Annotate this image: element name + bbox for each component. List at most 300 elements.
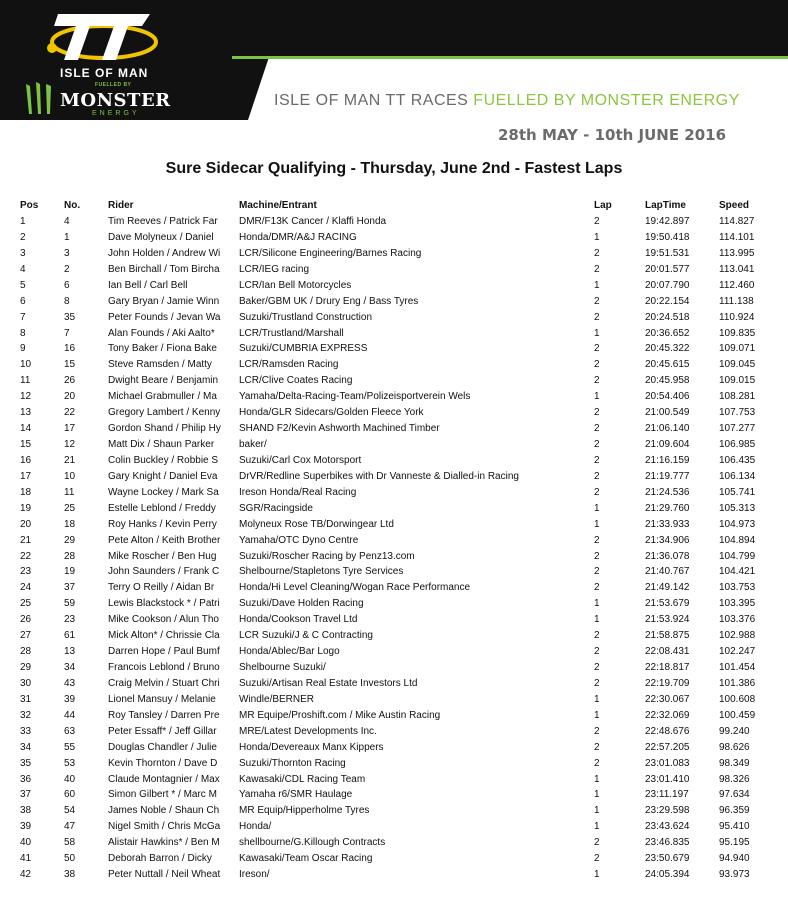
cell-speed: 111.138: [719, 295, 754, 307]
cell-pos: 7: [20, 311, 26, 323]
cell-rider: Gregory Lambert / Kenny: [108, 407, 221, 419]
cell-speed: 109.835: [719, 327, 756, 339]
cell-lap: 1: [594, 518, 600, 530]
table-row: [0, 694, 788, 710]
cell-speed: 101.386: [719, 677, 756, 689]
cell-no: 54: [64, 805, 76, 817]
cell-pos: 14: [20, 423, 32, 435]
cell-pos: 4: [20, 263, 26, 275]
cell-lap: 1: [594, 391, 600, 403]
cell-machine: Suzuki/Dave Holden Racing: [239, 598, 364, 610]
cell-machine: Suzuki/CUMBRIA EXPRESS: [239, 343, 368, 355]
cell-pos: 37: [20, 789, 32, 801]
cell-machine: Honda/: [239, 821, 272, 833]
cell-lap: 1: [594, 231, 600, 243]
cell-pos: 18: [20, 486, 32, 498]
cell-speed: 108.281: [719, 391, 756, 403]
cell-rider: Pete Alton / Keith Brother: [108, 534, 221, 546]
cell-speed: 94.940: [719, 853, 750, 865]
event-title-part-2: FUELLED BY MONSTER ENERGY: [473, 92, 740, 109]
table-row: [0, 519, 788, 535]
cell-speed: 109.071: [719, 343, 756, 355]
cell-machine: Suzuki/Trustland Construction: [239, 311, 373, 323]
table-row: [0, 837, 788, 853]
cell-rider: Ben Birchall / Tom Bircha: [108, 263, 220, 275]
cell-lap: 2: [594, 550, 600, 562]
cell-speed: 100.608: [719, 693, 756, 705]
cell-lap: 2: [594, 630, 600, 642]
cell-pos: 27: [20, 630, 32, 642]
cell-time: 21:33.933: [645, 518, 690, 530]
cell-lap: 1: [594, 869, 600, 881]
cell-no: 18: [64, 518, 76, 530]
cell-speed: 109.045: [719, 359, 756, 371]
cell-rider: Steve Ramsden / Matty: [108, 359, 212, 371]
cell-rider: Alistair Hawkins* / Ben M: [108, 837, 220, 849]
cell-time: 20:07.790: [645, 279, 690, 291]
cell-speed: 110.924: [719, 311, 755, 323]
cell-speed: 103.753: [719, 582, 756, 594]
cell-machine: Honda/Ablec/Bar Logo: [239, 646, 340, 658]
cell-no: 19: [64, 566, 76, 578]
cell-no: 37: [64, 582, 76, 594]
cell-rider: Gary Bryan / Jamie Winn: [108, 295, 220, 307]
table-row: [0, 566, 788, 582]
table-row: [0, 614, 788, 630]
cell-machine: Ireson/: [239, 869, 270, 881]
cell-rider: Roy Hanks / Kevin Perry: [108, 518, 217, 530]
cell-rider: Tony Baker / Fiona Bake: [108, 343, 217, 355]
cell-lap: 1: [594, 789, 600, 801]
cell-machine: baker/: [239, 439, 267, 451]
cell-speed: 113.995: [719, 247, 755, 259]
cell-pos: 41: [20, 853, 32, 865]
cell-rider: John Saunders / Frank C: [108, 566, 220, 578]
cell-time: 21:53.679: [645, 598, 690, 610]
cell-no: 23: [64, 614, 76, 626]
cell-no: 26: [64, 375, 76, 387]
cell-pos: 10: [20, 359, 32, 371]
cell-machine: DMR/F13K Cancer / Klaffi Honda: [239, 216, 387, 227]
cell-speed: 105.741: [719, 486, 756, 498]
cell-speed: 114.827: [719, 216, 755, 227]
table-row: [0, 487, 788, 503]
cell-time: 22:19.709: [645, 677, 690, 689]
cell-machine: LCR/Trustland/Marshall: [239, 327, 344, 339]
cell-speed: 98.349: [719, 757, 750, 769]
cell-speed: 106.435: [719, 454, 756, 466]
cell-rider: Mick Alton* / Chrissie Cla: [108, 630, 220, 642]
cell-lap: 2: [594, 343, 600, 355]
cell-machine: Ireson Honda/Real Racing: [239, 486, 357, 498]
cell-time: 21:29.760: [645, 502, 690, 514]
cell-pos: 35: [20, 757, 32, 769]
cell-pos: 25: [20, 598, 32, 610]
cell-time: 22:48.676: [645, 725, 690, 737]
table-row: [0, 312, 788, 328]
cell-pos: 31: [20, 693, 32, 705]
cell-lap: 2: [594, 486, 600, 498]
monster-logo-text: MONSTER: [60, 90, 171, 111]
cell-pos: 23: [20, 566, 32, 578]
table-row: [0, 296, 788, 312]
cell-rider: Peter Founds / Jevan Wa: [108, 311, 221, 323]
cell-machine: Suzuki/Carl Cox Motorsport: [239, 454, 362, 466]
cell-lap: 1: [594, 693, 600, 705]
cell-machine: Shelbourne Suzuki/: [239, 662, 326, 674]
cell-rider: Craig Melvin / Stuart Chri: [108, 677, 220, 689]
cell-lap: 2: [594, 247, 600, 259]
cell-speed: 107.753: [719, 407, 756, 419]
cell-time: 19:42.897: [645, 216, 690, 227]
cell-rider: James Noble / Shaun Ch: [108, 805, 220, 817]
cell-time: 23:29.598: [645, 805, 690, 817]
table-row: [0, 869, 788, 885]
cell-speed: 102.247: [719, 646, 756, 658]
cell-no: 6: [64, 279, 70, 291]
cell-speed: 96.359: [719, 805, 750, 817]
cell-speed: 95.195: [719, 837, 750, 849]
cell-pos: 39: [20, 821, 32, 833]
cell-machine: Honda/Devereaux Manx Kippers: [239, 741, 384, 753]
cell-no: 47: [64, 821, 76, 833]
cell-time: 22:30.067: [645, 693, 690, 705]
cell-machine: LCR/Silicone Engineering/Barnes Racing: [239, 247, 422, 259]
cell-speed: 102.988: [719, 630, 756, 642]
cell-time: 23:46.835: [645, 837, 690, 849]
event-title: [274, 92, 740, 110]
cell-speed: 104.421: [719, 566, 756, 578]
table-row: [0, 471, 788, 487]
cell-time: 20:24.518: [645, 311, 690, 323]
table-row: [0, 391, 788, 407]
cell-machine: Kawasaki/Team Oscar Racing: [239, 853, 373, 865]
document-title: Sure Sidecar Qualifying - Thursday, June 2nd - Fastest Laps: [165, 160, 623, 177]
table-row: [0, 710, 788, 726]
cell-lap: 2: [594, 375, 600, 387]
cell-time: 22:18.817: [645, 662, 690, 674]
cell-no: 8: [64, 295, 70, 307]
cell-lap: 2: [594, 837, 600, 849]
cell-speed: 106.134: [719, 470, 756, 482]
cell-lap: 2: [594, 662, 600, 674]
cell-pos: 19: [20, 502, 32, 514]
table-row: [0, 280, 788, 296]
cell-no: 1: [64, 231, 70, 243]
cell-machine: LCR/Ramsden Racing: [239, 359, 339, 371]
cell-time: 21:06.140: [645, 423, 690, 435]
cell-pos: 30: [20, 677, 32, 689]
cell-time: 23:01.410: [645, 773, 690, 785]
cell-no: 11: [64, 486, 75, 498]
table-row: [0, 359, 788, 375]
cell-time: 21:40.767: [645, 566, 690, 578]
cell-lap: 2: [594, 725, 600, 737]
cell-rider: Alan Founds / Aki Aalto*: [108, 327, 215, 339]
cell-time: 23:43.624: [645, 821, 690, 833]
cell-time: 21:24.536: [645, 486, 690, 498]
table-row: [0, 853, 788, 869]
cell-pos: 40: [20, 837, 32, 849]
table-row: [0, 758, 788, 774]
cell-lap: 2: [594, 454, 600, 466]
cell-rider: Claude Montagnier / Max: [108, 773, 220, 785]
table-row: [0, 678, 788, 694]
cell-no: 13: [64, 646, 76, 658]
cell-pos: 33: [20, 725, 32, 737]
cell-speed: 113.041: [719, 263, 755, 275]
col-header-lap: Lap: [594, 200, 612, 211]
cell-rider: Ian Bell / Carl Bell: [108, 279, 188, 291]
cell-speed: 105.313: [719, 502, 756, 514]
cell-pos: 21: [20, 534, 32, 546]
cell-machine: Windle/BERNER: [239, 693, 315, 705]
cell-no: 3: [64, 247, 70, 259]
col-header-pos: Pos: [20, 200, 39, 211]
cell-time: 23:01.083: [645, 757, 690, 769]
cell-rider: Douglas Chandler / Julie: [108, 741, 217, 753]
table-row: [0, 662, 788, 678]
cell-pos: 11: [20, 375, 31, 387]
cell-pos: 3: [20, 247, 26, 259]
energy-logo-text: ENERGY: [92, 110, 140, 117]
cell-rider: Matt Dix / Shaun Parker: [108, 439, 215, 451]
fuelled-by-text: FUELLED BY: [95, 82, 132, 88]
cell-speed: 101.454: [719, 662, 756, 674]
cell-machine: Suzuki/Roscher Racing by Penz13.com: [239, 550, 415, 562]
cell-lap: 2: [594, 359, 600, 371]
table-row: [0, 535, 788, 551]
table-row: [0, 439, 788, 455]
cell-lap: 1: [594, 709, 600, 721]
table-row: [0, 423, 788, 439]
table-row: [0, 582, 788, 598]
cell-lap: 1: [594, 598, 600, 610]
cell-pos: 5: [20, 279, 26, 291]
cell-no: 21: [64, 454, 76, 466]
cell-time: 21:58.875: [645, 630, 690, 642]
cell-rider: Tim Reeves / Patrick Far: [108, 216, 218, 227]
cell-machine: MR Equipe/Proshift.com / Mike Austin Racing: [239, 709, 441, 721]
cell-pos: 16: [20, 454, 32, 466]
cell-time: 23:11.197: [645, 789, 689, 801]
cell-speed: 97.634: [719, 789, 750, 801]
cell-machine: Yamaha r6/SMR Haulage: [239, 789, 353, 801]
table-row: [0, 646, 788, 662]
tt-logo-icon: [40, 8, 160, 66]
cell-machine: Suzuki/Artisan Real Estate Investors Ltd: [239, 677, 418, 689]
cell-no: 34: [64, 662, 76, 674]
cell-lap: 2: [594, 853, 600, 865]
cell-no: 25: [64, 502, 76, 514]
cell-lap: 2: [594, 582, 600, 594]
cell-rider: Francois Leblond / Bruno: [108, 662, 220, 674]
cell-no: 12: [64, 439, 76, 451]
table-row: [0, 216, 788, 232]
table-row: [0, 232, 788, 248]
cell-speed: 103.395: [719, 598, 756, 610]
cell-lap: 2: [594, 566, 600, 578]
cell-machine: Honda/DMR/A&J RACING: [239, 231, 357, 243]
cell-no: 39: [64, 693, 76, 705]
table-row: [0, 630, 788, 646]
cell-no: 17: [64, 423, 76, 435]
cell-rider: Gary Knight / Daniel Eva: [108, 470, 218, 482]
cell-no: 35: [64, 311, 76, 323]
cell-pos: 17: [20, 470, 32, 482]
cell-time: 20:54.406: [645, 391, 690, 403]
header-accent-line: [232, 56, 788, 59]
cell-rider: Terry O Reilly / Aidan Br: [108, 582, 215, 594]
cell-pos: 8: [20, 327, 26, 339]
cell-lap: 2: [594, 263, 600, 275]
cell-machine: shellbourne/G.Killough Contracts: [239, 837, 386, 849]
cell-no: 16: [64, 343, 76, 355]
cell-rider: Colin Buckley / Robbie S: [108, 454, 219, 466]
cell-lap: 1: [594, 502, 600, 514]
cell-rider: Mike Cookson / Alun Tho: [108, 614, 219, 626]
cell-speed: 99.240: [719, 725, 750, 737]
cell-lap: 1: [594, 805, 600, 817]
cell-lap: 2: [594, 470, 600, 482]
cell-pos: 9: [20, 343, 26, 355]
cell-lap: 2: [594, 311, 600, 323]
cell-pos: 29: [20, 662, 32, 674]
cell-rider: Kevin Thornton / Dave D: [108, 757, 218, 769]
cell-lap: 2: [594, 757, 600, 769]
cell-no: 61: [64, 630, 76, 642]
cell-lap: 2: [594, 216, 600, 227]
cell-time: 21:00.549: [645, 407, 690, 419]
cell-machine: Honda/Cookson Travel Ltd: [239, 614, 358, 626]
cell-speed: 104.973: [719, 518, 756, 530]
cell-no: 7: [64, 327, 70, 339]
cell-rider: Simon Gilbert * / Marc M: [108, 789, 217, 801]
cell-time: 19:51.531: [645, 247, 690, 259]
cell-no: 20: [64, 391, 76, 403]
table-row: [0, 551, 788, 567]
cell-machine: SGR/Racingside: [239, 502, 313, 514]
cell-rider: Dave Molyneux / Daniel: [108, 231, 214, 243]
cell-pos: 36: [20, 773, 32, 785]
cell-rider: Darren Hope / Paul Bumf: [108, 646, 220, 658]
cell-speed: 103.376: [719, 614, 756, 626]
cell-speed: 98.626: [719, 741, 750, 753]
cell-lap: 2: [594, 646, 600, 658]
cell-time: 24:05.394: [645, 869, 690, 881]
cell-time: 21:53.924: [645, 614, 690, 626]
cell-machine: Molyneux Rose TB/Dorwingear Ltd: [239, 518, 394, 530]
cell-lap: 2: [594, 677, 600, 689]
col-header-laptime: LapTime: [645, 200, 686, 211]
cell-pos: 12: [20, 391, 32, 403]
cell-machine: Suzuki/Thornton Racing: [239, 757, 346, 769]
cell-machine: Honda/Hi Level Cleaning/Wogan Race Performance: [239, 582, 471, 594]
cell-no: 50: [64, 853, 76, 865]
cell-time: 20:45.322: [645, 343, 690, 355]
cell-machine: MR Equip/Hipperholme Tyres: [239, 805, 370, 817]
cell-machine: LCR Suzuki/J & C Contracting: [239, 630, 373, 642]
cell-no: 55: [64, 741, 76, 753]
cell-no: 38: [64, 869, 76, 881]
cell-lap: 2: [594, 534, 600, 546]
cell-no: 29: [64, 534, 76, 546]
cell-machine: MRE/Latest Developments Inc.: [239, 725, 377, 737]
cell-pos: 32: [20, 709, 32, 721]
cell-no: 22: [64, 407, 76, 419]
cell-lap: 2: [594, 295, 600, 307]
table-row: [0, 375, 788, 391]
table-row: [0, 598, 788, 614]
cell-speed: 114.101: [719, 231, 755, 243]
cell-speed: 112.460: [719, 279, 755, 291]
table-row: [0, 774, 788, 790]
cell-no: 53: [64, 757, 76, 769]
cell-time: 19:50.418: [645, 231, 690, 243]
cell-no: 15: [64, 359, 76, 371]
cell-time: 20:36.652: [645, 327, 690, 339]
table-row: [0, 821, 788, 837]
cell-machine: SHAND F2/Kevin Ashworth Machined Timber: [239, 423, 440, 435]
cell-time: 20:45.615: [645, 359, 690, 371]
cell-rider: Nigel Smith / Chris McGa: [108, 821, 221, 833]
cell-time: 21:34.906: [645, 534, 690, 546]
table-row: [0, 264, 788, 280]
cell-lap: 1: [594, 279, 600, 291]
table-row: [0, 343, 788, 359]
table-row: [0, 455, 788, 471]
cell-pos: 38: [20, 805, 32, 817]
cell-rider: Mike Roscher / Ben Hug: [108, 550, 217, 562]
col-header-rider: Rider: [108, 200, 134, 211]
cell-lap: 2: [594, 741, 600, 753]
cell-no: 2: [64, 263, 70, 275]
cell-pos: 22: [20, 550, 32, 562]
cell-lap: 2: [594, 439, 600, 451]
cell-time: 20:22.154: [645, 295, 690, 307]
table-row: [0, 407, 788, 423]
table-row: [0, 789, 788, 805]
cell-machine: DrVR/Redline Superbikes with Dr Vanneste & Dialled-in Racing: [239, 470, 519, 482]
cell-no: 4: [64, 216, 70, 227]
cell-time: 23:50.679: [645, 853, 690, 865]
cell-no: 43: [64, 677, 76, 689]
monster-claw-icon: [20, 80, 60, 118]
cell-time: 21:49.142: [645, 582, 690, 594]
cell-pos: 2: [20, 231, 26, 243]
cell-no: 63: [64, 725, 76, 737]
cell-speed: 98.326: [719, 773, 750, 785]
event-title-part-1: ISLE OF MAN TT RACES: [274, 92, 469, 109]
cell-rider: John Holden / Andrew Wi: [108, 247, 221, 259]
cell-rider: Michael Grabmuller / Ma: [108, 391, 217, 403]
table-row: [0, 328, 788, 344]
cell-no: 28: [64, 550, 76, 562]
cell-time: 22:57.205: [645, 741, 690, 753]
cell-rider: Peter Essaff* / Jeff Gillar: [108, 725, 217, 737]
cell-pos: 15: [20, 439, 32, 451]
cell-speed: 104.894: [719, 534, 756, 546]
cell-rider: Lionel Mansuy / Melanie: [108, 693, 216, 705]
cell-lap: 1: [594, 614, 600, 626]
cell-machine: Baker/GBM UK / Drury Eng / Bass Tyres: [239, 295, 419, 307]
cell-pos: 20: [20, 518, 32, 530]
cell-no: 40: [64, 773, 76, 785]
table-row: [0, 248, 788, 264]
cell-lap: 1: [594, 327, 600, 339]
cell-pos: 42: [20, 869, 32, 881]
cell-speed: 100.459: [719, 709, 756, 721]
